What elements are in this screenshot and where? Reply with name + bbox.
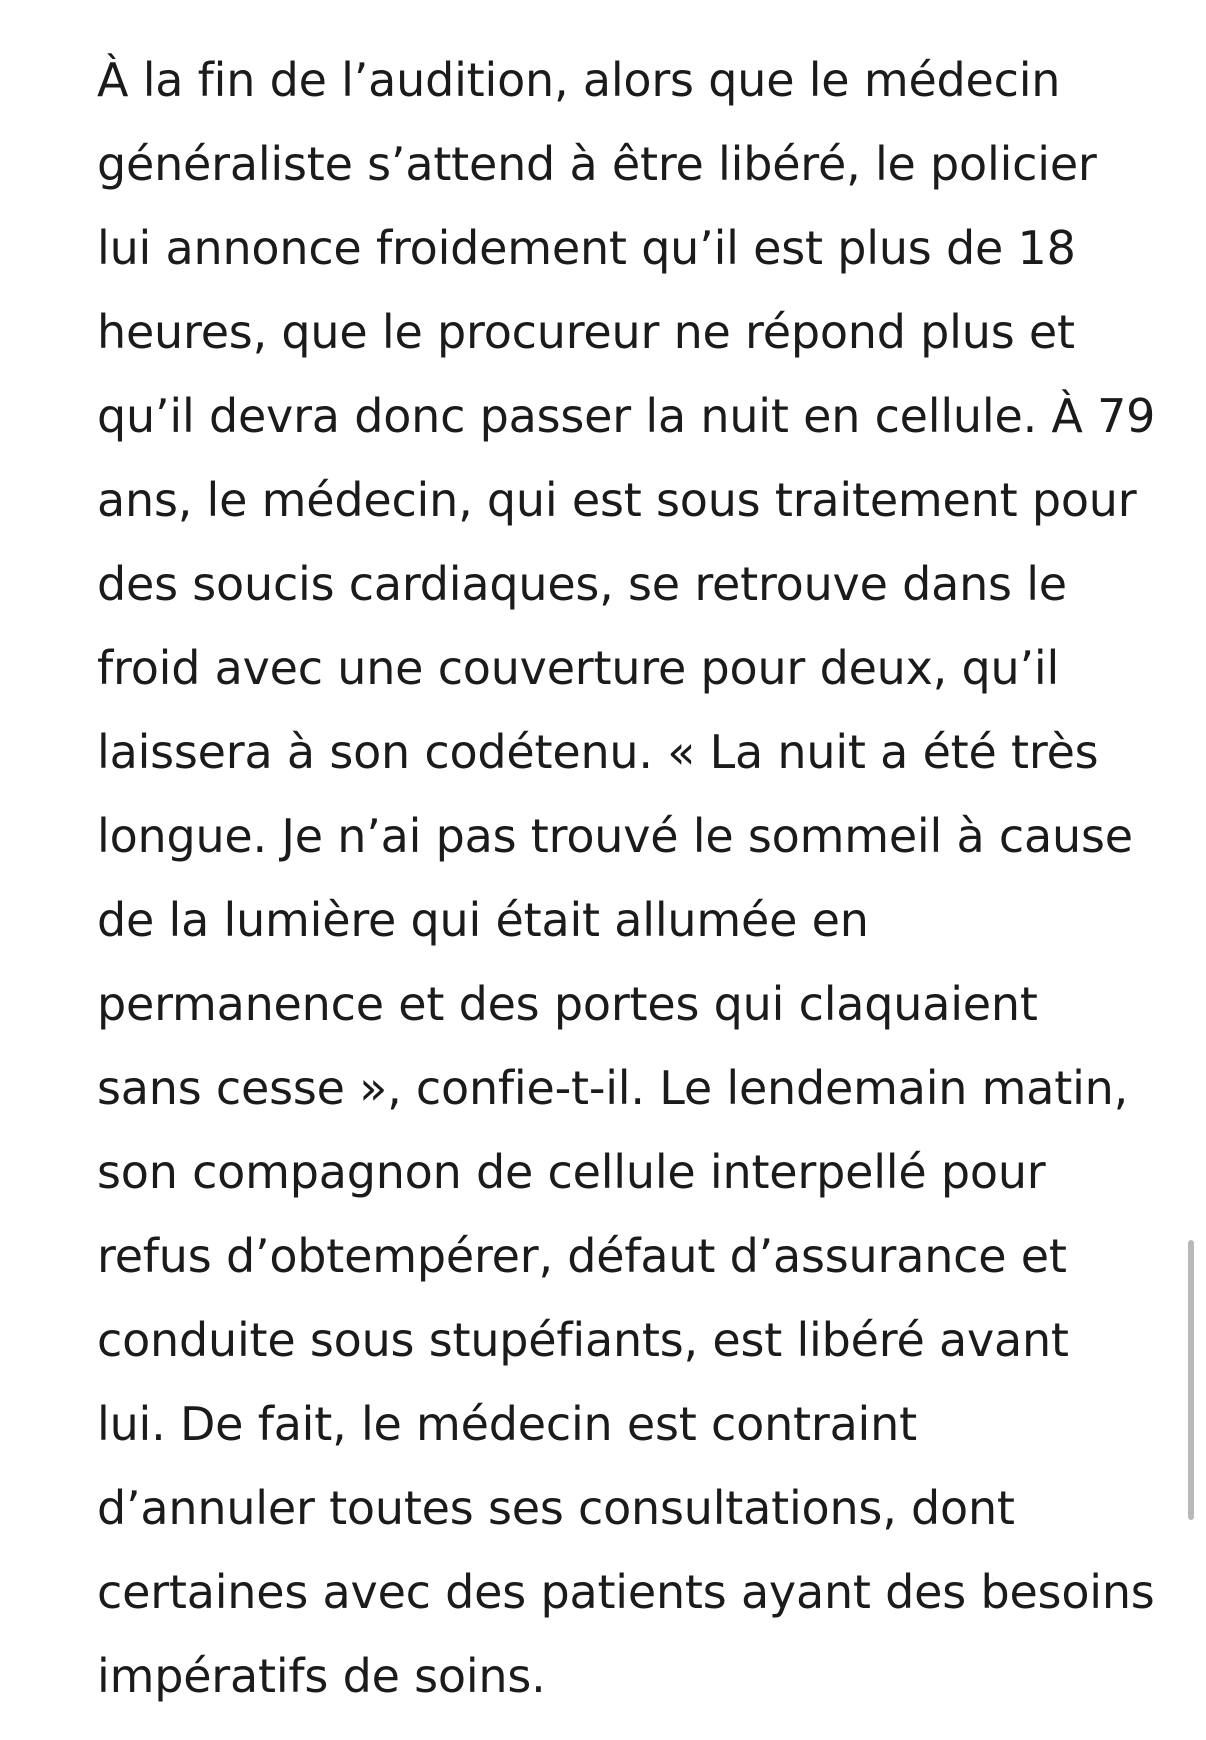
text-line: son compagnon de cellule interpellé pour <box>97 1145 1046 1199</box>
text-line: d’annuler toutes ses consultations, dont <box>97 1481 1015 1535</box>
text-line: froid avec une couverture pour deux, qu’il <box>97 641 1060 695</box>
text-line: permanence et des portes qui claquaient <box>97 977 1038 1031</box>
text-line: sans cesse », confie-t-il. Le lendemain matin, <box>97 1061 1129 1115</box>
text-line: généraliste s’attend à être libéré, le policier <box>97 137 1097 191</box>
article-paragraph <box>97 38 1187 1718</box>
text-line: ans, le médecin, qui est sous traitement pour <box>97 473 1137 527</box>
text-line: certaines avec des patients ayant des besoins <box>97 1565 1155 1619</box>
text-line: qu’il devra donc passer la nuit en cellule. À 79 <box>97 389 1156 443</box>
vertical-scrollbar[interactable] <box>1188 1240 1194 1520</box>
text-line: impératifs de soins. <box>97 1649 546 1703</box>
text-line: lui. De fait, le médecin est contraint <box>97 1397 917 1451</box>
text-line: conduite sous stupéfiants, est libéré avant <box>97 1313 1069 1367</box>
text-line: de la lumière qui était allumée en <box>97 893 869 947</box>
text-line: À la fin de l’audition, alors que le médecin <box>97 53 1061 107</box>
text-line: lui annonce froidement qu’il est plus de 18 <box>97 221 1076 275</box>
text-line: des soucis cardiaques, se retrouve dans le <box>97 557 1067 611</box>
text-line: refus d’obtempérer, défaut d’assurance et <box>97 1229 1067 1283</box>
text-line: laissera à son codétenu. « La nuit a été très <box>97 725 1099 779</box>
text-line: heures, que le procureur ne répond plus et <box>97 305 1075 359</box>
text-line: longue. Je n’ai pas trouvé le sommeil à cause <box>97 809 1133 863</box>
